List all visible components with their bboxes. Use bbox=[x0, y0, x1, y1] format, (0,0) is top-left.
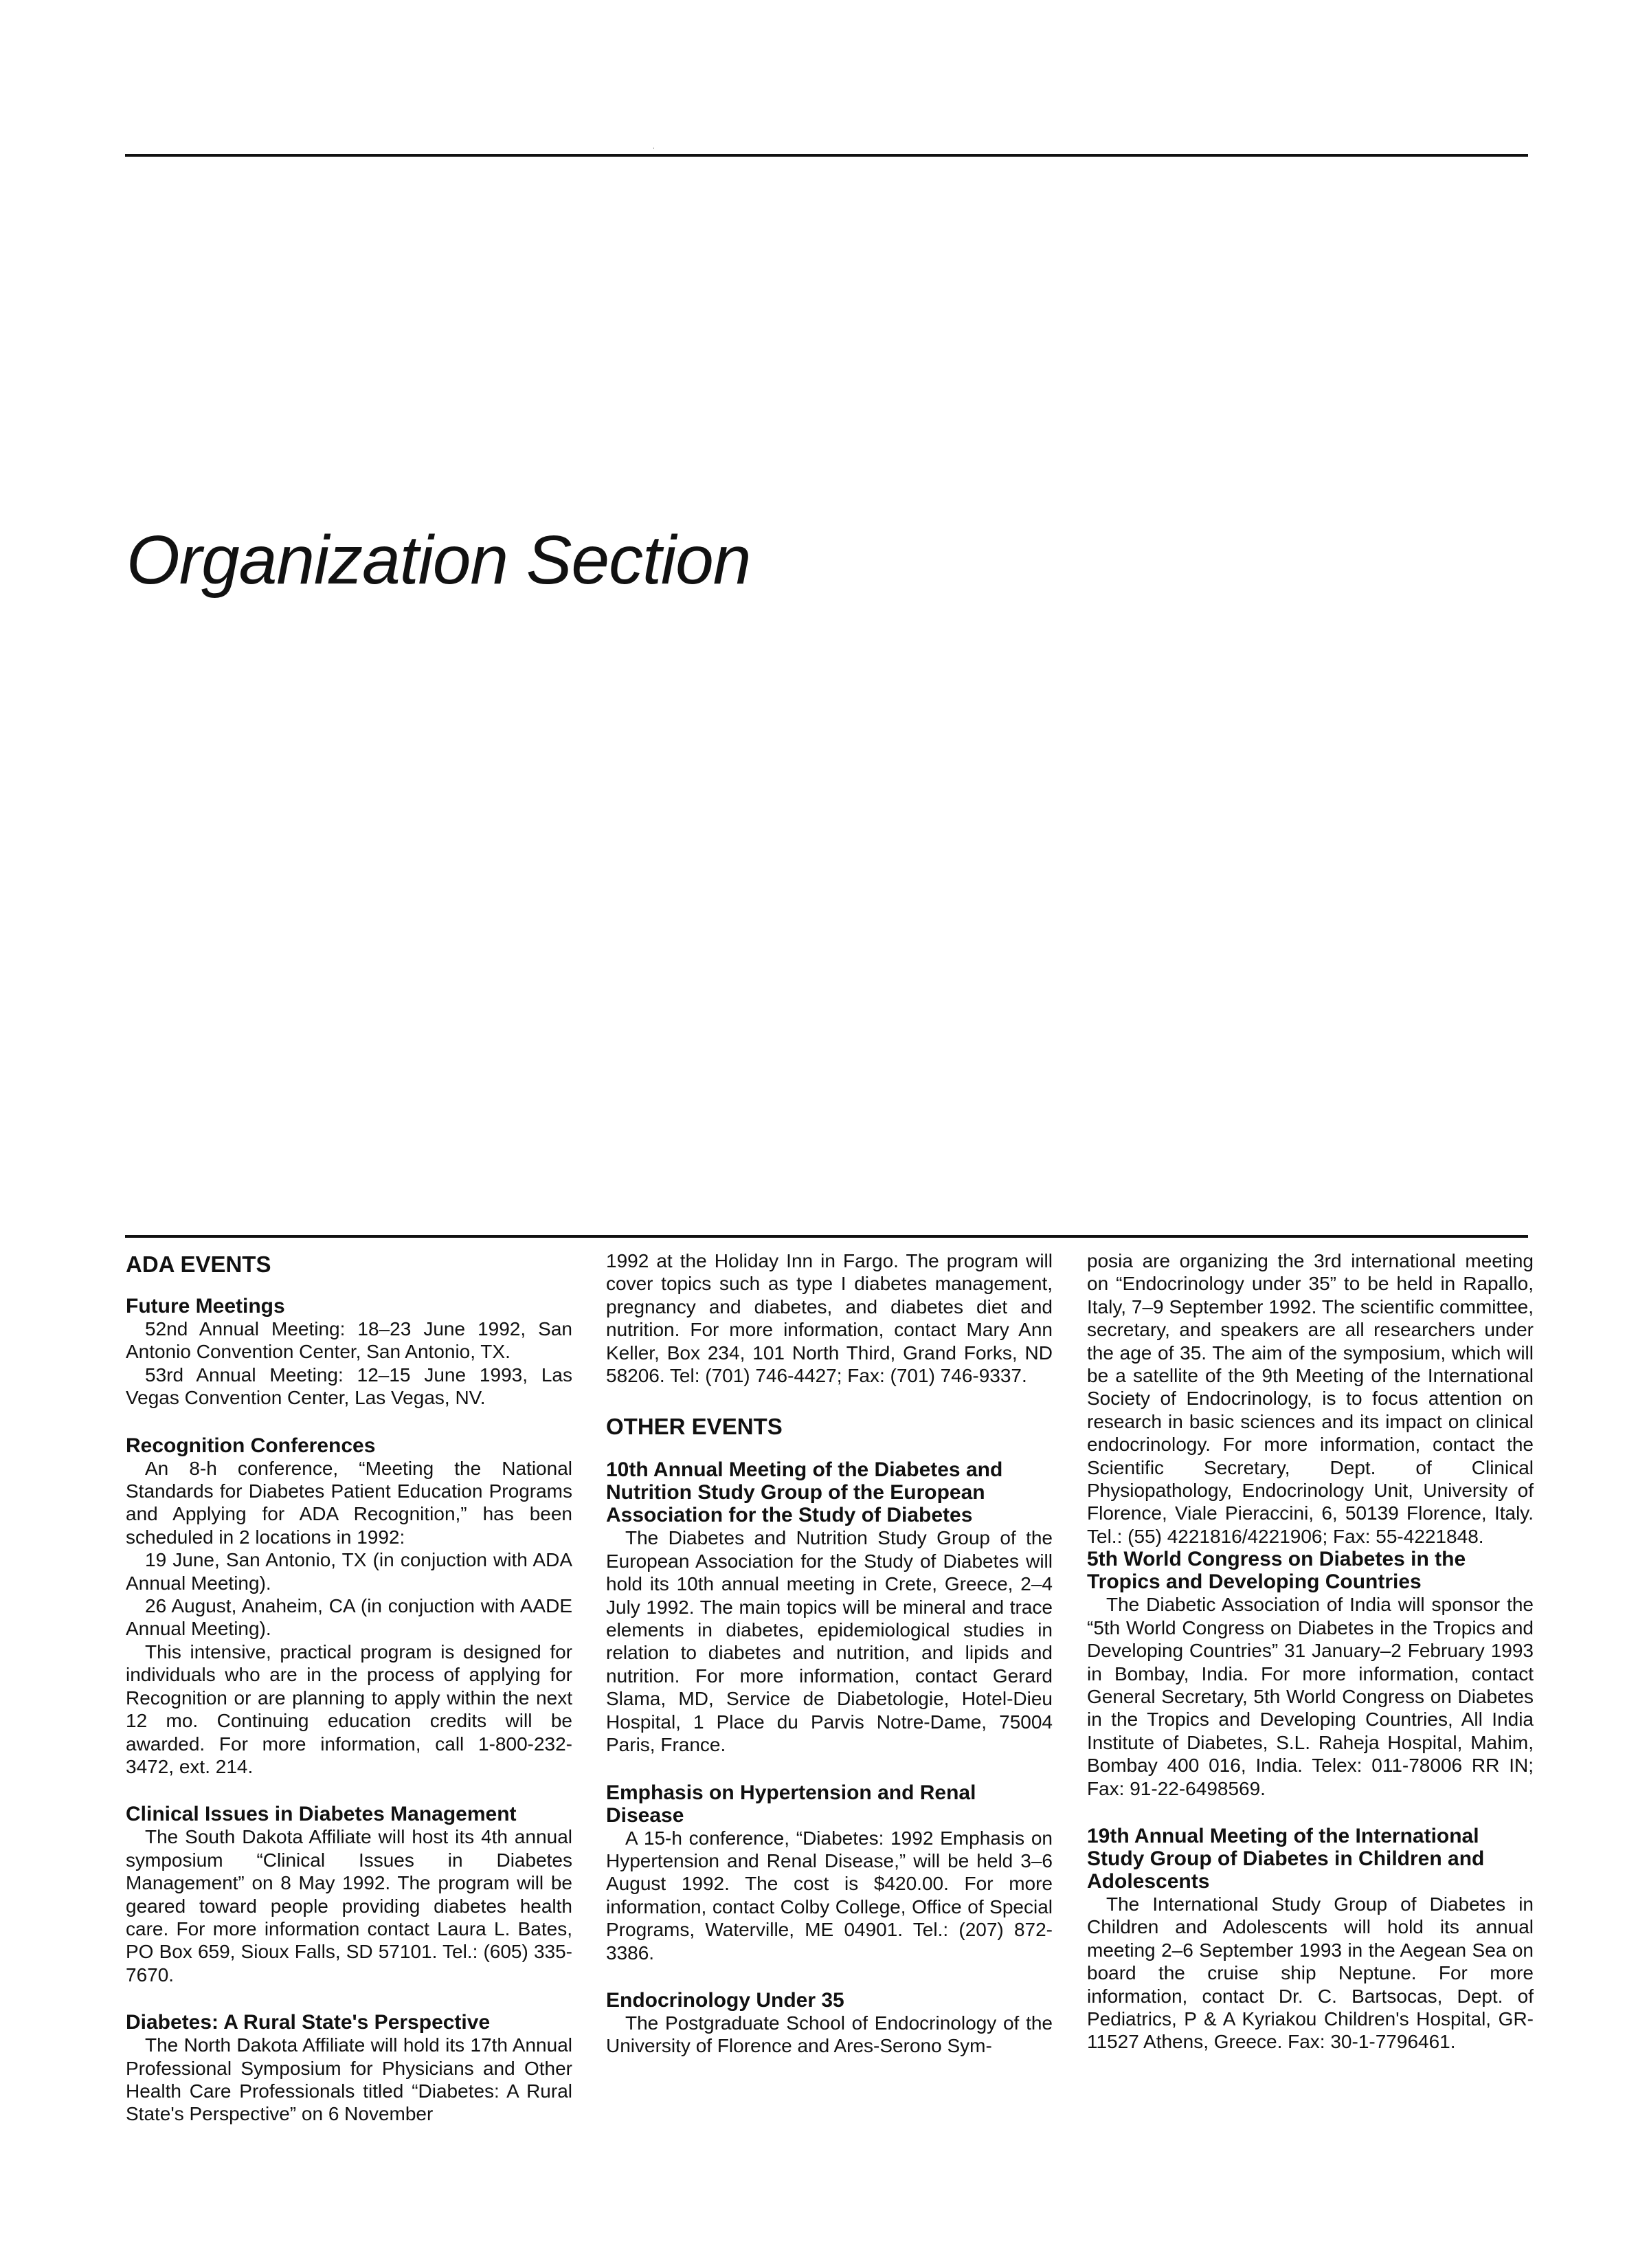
endocrinology-paragraph: The Postgraduate School of Endocrinology of the University of Florence and Ares-Serono Sym- bbox=[606, 2012, 1053, 2057]
other-events-heading: OTHER EVENTS bbox=[606, 1414, 783, 1440]
rural-perspective-paragraph: The North Dakota Affiliate will hold its 17th Annual Professional Symposium for Physicians and Other Health Care Professionals titled “Diabetes: A Rural State's Perspective” on 6 November bbox=[126, 2034, 572, 2125]
future-meetings-article bbox=[126, 1295, 572, 1410]
clinical-issues-article bbox=[126, 1803, 572, 1986]
easd-meeting-paragraph: The Diabetes and Nutrition Study Group of the European Association for the Study of Diabetes will hold its 10th annual meeting in Crete, Greece, 2–4 July 1992. The main topics will be mineral and trace elements in diabetes, epidemiological studies in relation to diabetes and nutrition, and lipids and nutrition. For more information, contact Gerard Slama, MD, Service de Diabetologie, Hotel-Dieu Hospital, 1 Place du Parvis Notre-Dame, 75004 Paris, France. bbox=[606, 1527, 1053, 1756]
recognition-paragraph-4: This intensive, practical program is designed for individuals who are in the process of applying for Recognition or are planning to apply within the next 12 mo. Continuing education credits will be awarded. For more information, call 1-800-232-3472, ext. 214. bbox=[126, 1641, 572, 1777]
top-rule bbox=[125, 154, 1528, 157]
endocrinology-article bbox=[606, 1989, 1053, 2058]
easd-meeting-article bbox=[606, 1458, 1053, 1756]
hypertension-article bbox=[606, 1781, 1053, 1964]
recognition-conferences-article bbox=[126, 1434, 572, 1779]
recognition-paragraph-2: 19 June, San Antonio, TX (in conjuction with ADA Annual Meeting). bbox=[126, 1549, 572, 1594]
column-2 bbox=[606, 1249, 1053, 2058]
tropics-congress-article bbox=[1087, 1548, 1534, 1800]
clinical-issues-paragraph: The South Dakota Affiliate will host its 4th annual symposium “Clinical Issues in Diabetes Management” on 8 May 1992. The program will be geared toward people providing diabetes health care. For more information contact Laura L. Bates, PO Box 659, Sioux Falls, SD 57101. Tel.: (605) 335-7670. bbox=[126, 1826, 572, 1986]
rural-perspective-paragraph-continued: 1992 at the Holiday Inn in Fargo. The program will cover topics such as type I diabetes management, pregnancy and diabetes, and diabetes diet and nutrition. For more information, contact Mary Ann Keller, Box 234, 101 North Third, Grand Forks, ND 58206. Tel: (701) 746-4427; Fax: (701) 746-9337. bbox=[606, 1250, 1053, 1387]
section-title: Organization Section bbox=[126, 522, 751, 599]
future-meetings-title: Future Meetings bbox=[126, 1295, 285, 1318]
recognition-conferences-title: Recognition Conferences bbox=[126, 1434, 376, 1457]
rural-perspective-title: Diabetes: A Rural State's Perspective bbox=[126, 2011, 491, 2034]
future-meetings-paragraph-2: 53rd Annual Meeting: 12–15 June 1993, Las Vegas Convention Center, Las Vegas, NV. bbox=[126, 1364, 572, 1409]
column-rule bbox=[125, 1235, 1528, 1238]
column-3 bbox=[1087, 1249, 1534, 2054]
children-meeting-paragraph: The International Study Group of Diabetes in Children and Adolescents will hold its annual meeting 2–6 September 1993 in the Aegean Sea on board the cruise ship Neptune. For more information, contact Dr. C. Bartsocas, Dept. of Pediatrics, P & A Kyriakou Children's Hospital, GR-11527 Athens, Greece. Fax: 30-1-7796461. bbox=[1087, 1893, 1534, 2053]
children-meeting-article bbox=[1087, 1825, 1534, 2054]
stray-mark: . bbox=[653, 143, 655, 151]
recognition-paragraph-3: 26 August, Anaheim, CA (in conjuction with AADE Annual Meeting). bbox=[126, 1595, 572, 1640]
clinical-issues-title: Clinical Issues in Diabetes Management bbox=[126, 1803, 517, 1826]
rural-perspective-article bbox=[126, 2011, 572, 2126]
future-meetings-paragraph-1: 52nd Annual Meeting: 18–23 June 1992, San Antonio Convention Center, San Antonio, TX. bbox=[126, 1318, 572, 1363]
endocrinology-paragraph-continued: posia are organizing the 3rd international meeting on “Endocrinology under 35” to be held in Rapallo, Italy, 7–9 September 1992. The scientific committee, secretary, and speakers are all researchers under the age of 35. The aim of the symposium, which will be a satellite of the 9th Meeting of the International Society of Endocrinology, is to focus attention on research in basic sciences and its impact on clinical endocrinology. For more information, contact the Scientific Secretary, Dept. of Clinical Physiopathology, Endocrinology Unit, University of Florence, Viale Pieraccini, 6, 50139 Florence, Italy. Tel.: (55) 4221816/4221906; Fax: 55-4221848. bbox=[1087, 1250, 1534, 1547]
hypertension-title: Emphasis on Hypertension and Renal Disease bbox=[606, 1781, 976, 1827]
column-1 bbox=[126, 1249, 572, 2126]
children-meeting-title: 19th Annual Meeting of the International Study Group of Diabetes in Children and Adolescents bbox=[1087, 1824, 1485, 1893]
endocrinology-title: Endocrinology Under 35 bbox=[606, 1988, 844, 2012]
ada-events-heading: ADA EVENTS bbox=[126, 1252, 271, 1277]
easd-meeting-title: 10th Annual Meeting of the Diabetes and Nutrition Study Group of the European Association for the Study of Diabetes bbox=[606, 1458, 1003, 1527]
tropics-congress-paragraph: The Diabetic Association of India will sponsor the “5th World Congress on Diabetes in the Tropics and Developing Countries” 31 January–2 February 1993 in Bombay, India. For more information, contact General Secretary, 5th World Congress on Diabetes in the Tropics and Developing Countries, All India Institute of Diabetes, S.L. Raheja Hospital, Mahim, Bombay 400 016, India. Telex: 011-78006 RR IN; Fax: 91-22-6498569. bbox=[1087, 1594, 1534, 1799]
tropics-congress-title: 5th World Congress on Diabetes in the Tropics and Developing Countries bbox=[1087, 1548, 1466, 1594]
hypertension-paragraph: A 15-h conference, “Diabetes: 1992 Emphasis on Hypertension and Renal Disease,” will be held 3–6 August 1992. The cost is $420.00. For more information, contact Colby College, Office of Special Programs, Waterville, ME 04901. Tel.: (207) 872-3386. bbox=[606, 1827, 1053, 1964]
recognition-paragraph-1: An 8-h conference, “Meeting the National Standards for Diabetes Patient Education Programs and Applying for ADA Recognition,” has been scheduled in 2 locations in 1992: bbox=[126, 1457, 572, 1548]
